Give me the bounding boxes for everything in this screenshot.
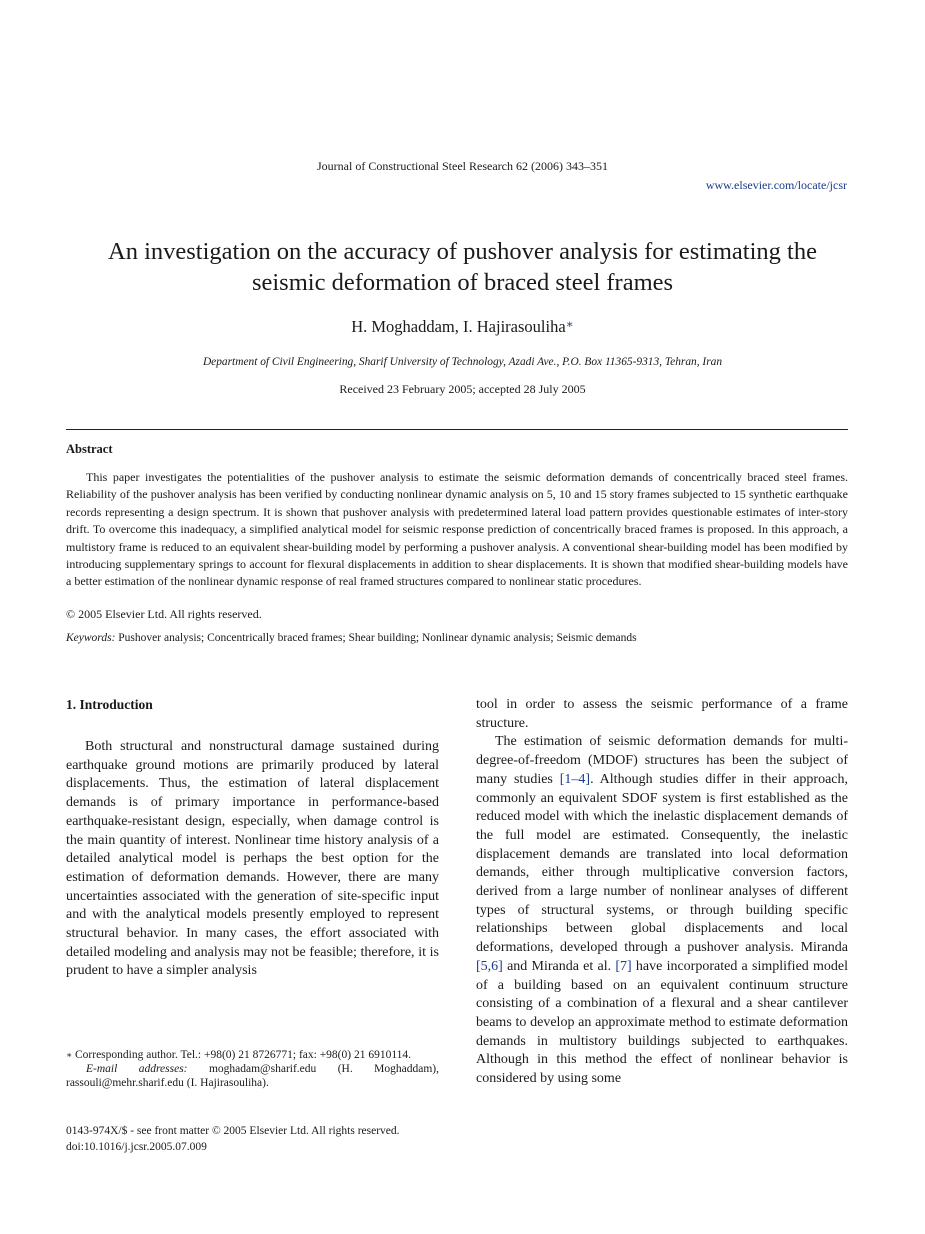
author-names: H. Moghaddam, I. Hajirasouliha [351,317,566,336]
email-note [66,1062,439,1090]
journal-url-link[interactable]: www.elsevier.com/locate/jcsr [705,178,847,192]
paragraph-text: . Although studies differ in their approach, commonly an equivalent SDOF system is first established as the reduced model with which the inelastic displacement demands of the full model are estimated. Consequently, the inelastic displacement demands are translated into local deformation demands, either through multiplicative conversion factors, derived from a large number of nonlinear analyses of different types of structural systems, or through building specific relationships between global displacements and local deformations, developed through a pushover analysis. Miranda [476,771,848,956]
doi-line[interactable]: doi:10.1016/j.jcsr.2005.07.009 [66,1141,207,1153]
footnote-mark: ∗ [66,1050,73,1060]
issn-block [66,1123,400,1155]
article-title [60,236,865,298]
abstract-heading: Abstract [66,442,113,456]
abstract-copyright: © 2005 Elsevier Ltd. All rights reserved. [66,607,262,621]
citation-link[interactable]: [7] [615,958,632,974]
corresponding-author-text: Corresponding author. Tel.: +98(0) 21 8726771; fax: +98(0) 21 6910114. [75,1049,412,1061]
issn-line: 0143-974X/$ - see front matter © 2005 Elsevier Ltd. All rights reserved. [66,1125,400,1137]
paragraph-text: and Miranda et al. [507,958,612,974]
title-line-1: An investigation on the accuracy of pushover analysis for estimating the [108,238,817,265]
left-column [66,738,439,981]
right-column [476,696,848,1089]
section-heading-introduction: 1. Introduction [66,697,153,712]
abstract-top-rule [66,429,848,430]
citation-link[interactable]: [1–4] [559,771,591,787]
keywords-list: Pushover analysis; Concentrically braced frames; Shear building; Nonlinear dynamic analysis; Seismic demands [118,632,637,644]
paragraph-text: have incorporated a simplified model of a building based on an equivalent continuum structure consisting of a combination of a flexural and a shear cantilever beams to develop an approximate method to estimate deformation demands in multistory buildings subjected to earthquakes. Although in this method the effect of nonlinear behavior is considered by using some [476,958,849,1087]
citation-link[interactable]: [5,6] [476,958,503,974]
abstract-text: This paper investigates the potentialities of the pushover analysis to estimate the seismic deformation demands of concentrically braced steel frames. Reliability of the pushover analysis has been verified by conducting nonlinear dynamic analysis on 5, 10 and 15 story frames subjected to 15 synthetic earthquake records representing a design spectrum. It is shown that pushover analysis with predetermined lateral load pattern provides questionable estimates of inter-story drift. To overcome this inadequacy, a simplified analytical model for seismic response prediction of concentrically braced frames is proposed. In this approach, a multistory frame is reduced to an equivalent shear-building model by performing a pushover analysis. A conventional shear-building model has been modified by introducing supplementary springs to account for flexural displacements in addition to shear displacements. It is shown that modified shear-building models have a better estimation of the nonlinear dynamic response of real framed structures compared to nonlinear static procedures. [66,470,848,589]
keywords [66,632,637,644]
journal-citation: Journal of Constructional Steel Research 62 (2006) 343–351 [317,159,608,173]
corresponding-author-mark[interactable]: ∗ [565,317,574,331]
email-addresses[interactable]: moghadam@sharif.edu (H. Moghaddam), rassouli@mehr.sharif.edu (I. Hajirasouliha). [66,1063,439,1089]
abstract-body [66,469,848,591]
intro-paragraph-1-continued: tool in order to assess the seismic performance of a frame structure. [476,697,848,731]
email-label: E-mail addresses: [86,1063,188,1075]
authors [0,317,925,337]
affiliation: Department of Civil Engineering, Sharif University of Technology, Azadi Ave., P.O. Box 11365-9313, Tehran, Iran [202,356,723,368]
keywords-label: Keywords: [66,632,116,644]
paragraph-text: The estimation of seismic deformation demands for multi-degree-of-freedom (MDOF) structures has been the subject of many studies [476,734,848,787]
title-line-2: seismic deformation of braced steel frames [251,269,674,296]
intro-paragraph-2 [476,733,848,1088]
received-dates: Received 23 February 2005; accepted 28 July 2005 [339,382,586,396]
intro-paragraph-1: Both structural and nonstructural damage sustained during earthquake ground motions are primarily produced by lateral displacements. Thus, the estimation of lateral displacement demands is of primary importance in performance-based earthquake-resistant design, especially, when damage control is the main quantity of interest. Nonlinear time history analysis of a detailed analytical model is perhaps the best option for the estimation of deformation demands. However, there are many uncertainties associated with the generation of site-specific input and with the analytical models presently employed to represent structural behavior. In many cases, the effort associated with detailed modeling and analysis may not be feasible; therefore, it is prudent to have a simpler analysis [66,739,439,979]
corresponding-author-note [66,1048,439,1062]
footnote [66,1048,439,1090]
